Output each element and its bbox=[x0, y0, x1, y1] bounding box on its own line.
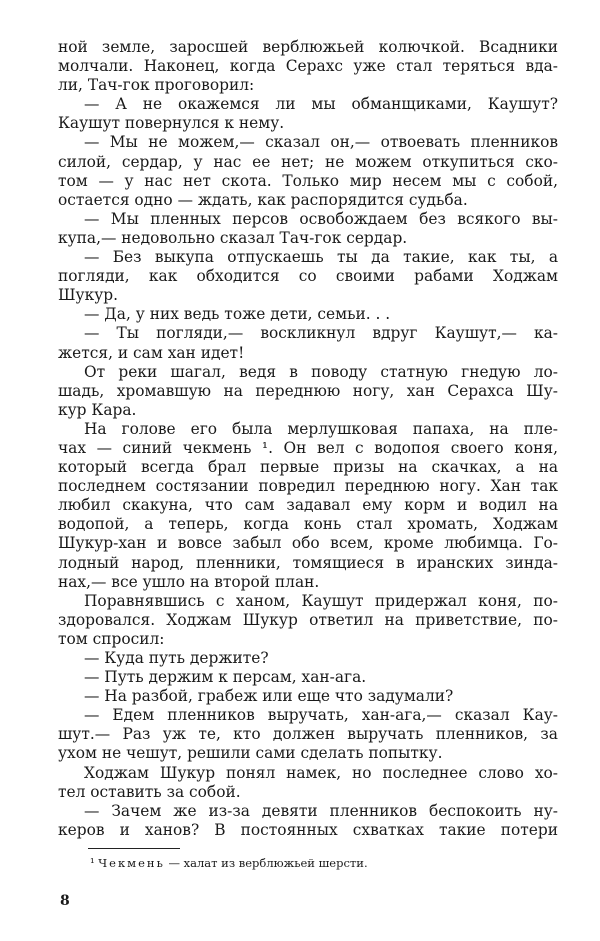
text-line: чах — синий чекмень ¹. Он вел с водопоя своего коня, bbox=[58, 438, 558, 457]
text-line: — Да, у них ведь тоже дети, семьи. . . bbox=[84, 305, 391, 324]
text-line: На голове его была мерлушковая папаха, на пле- bbox=[84, 419, 558, 438]
text-line: керов и ханов? В постоянных схватках такие потери bbox=[58, 820, 558, 839]
text-line: ной земле, заросшей верблюжьей колючкой. Всадники bbox=[58, 38, 558, 56]
body-text bbox=[58, 38, 558, 840]
footnote-divider bbox=[88, 848, 180, 849]
text-line: Шукур. bbox=[58, 286, 119, 305]
text-line: купа,— недовольно сказал Тач-гок сердар. bbox=[58, 228, 408, 247]
text-line: лодный народ, пленники, томящиеся в иранских зинда- bbox=[58, 553, 558, 572]
text-line: — Мы не можем,— сказал он,— отвоевать пленников bbox=[84, 133, 558, 152]
footnote bbox=[90, 856, 550, 870]
text-line: тел оставить за собой. bbox=[58, 782, 241, 801]
text-line: Шукур-хан и вовсе забыл обо всем, кроме любимца. Го- bbox=[58, 534, 558, 553]
text-line: — Ты погляди,— воскликнул вдруг Каушут,— ка- bbox=[84, 324, 558, 343]
text-line: — Куда путь держите? bbox=[84, 649, 269, 667]
text-line: — Без выкупа отпускаешь ты да такие, как ты, а bbox=[84, 248, 558, 267]
text-line: — Едем пленников выручать, хан-ага,— сказал Кау- bbox=[84, 706, 558, 725]
text-line: — А не окажемся ли мы обманщиками, Каушут? bbox=[84, 95, 558, 114]
text-line: кур Кара. bbox=[58, 400, 137, 419]
text-line: — Путь держим к персам, хан-ага. bbox=[84, 668, 367, 687]
text-line: водопой, а теперь, когда конь стал хромать, Ходжам bbox=[58, 515, 558, 534]
text-line: Каушут повернулся к нему. bbox=[58, 114, 285, 133]
text-line: нах,— все ушло на второй план. bbox=[58, 572, 320, 591]
text-line: — На разбой, грабеж или еще что задумали? bbox=[84, 687, 454, 706]
page-number: 8 bbox=[60, 893, 70, 909]
text-line: Поравнявшись с ханом, Каушут придержал коня, по- bbox=[84, 591, 558, 610]
text-line: молчали. Наконец, когда Серахс уже стал теряться вда- bbox=[58, 57, 558, 76]
text-line: силой, сердар, у нас ее нет; не можем откупиться ско- bbox=[58, 152, 558, 171]
text-line: том — у нас нет скота. Только мир несем мы с собой, bbox=[58, 171, 558, 190]
text-line: ли, Тач-гок проговорил: bbox=[58, 76, 255, 95]
text-line: любил скакуна, что сам задавал ему корм и водил на bbox=[58, 496, 558, 515]
text-line: остается одно — ждать, как распорядится судьба. bbox=[58, 190, 468, 209]
text-line: ухом не чешут, решили сами сделать попытку. bbox=[58, 744, 443, 763]
text-line: последнем состязании повредил переднюю ногу. Хан так bbox=[58, 477, 558, 496]
text-line: погляди, как обходится со своими рабами Ходжам bbox=[58, 267, 558, 286]
footnote-term: Чекмень bbox=[98, 856, 165, 870]
text-line: шут.— Раз уж те, кто должен выручать пленников, за bbox=[58, 725, 558, 744]
text-line: — Мы пленных персов освобождаем без всякого вы- bbox=[84, 209, 558, 228]
footnote-definition: — халат из верблюжьей шерсти. bbox=[168, 856, 368, 870]
text-line: Ходжам Шукур понял намек, но последнее слово хо- bbox=[84, 763, 558, 782]
text-line: который всегда брал первые призы на скачках, а на bbox=[58, 458, 558, 477]
text-line: жется, и сам хан идет! bbox=[58, 343, 245, 362]
text-line: От реки шагал, ведя в поводу статную гнедую ло- bbox=[84, 362, 558, 381]
text-line: том спросил: bbox=[58, 629, 165, 648]
text-line: здоровался. Ходжам Шукур ответил на приветствие, по- bbox=[58, 610, 558, 629]
footnote-mark: ¹ bbox=[90, 856, 95, 870]
text-line: — Зачем же из-за девяти пленников беспокоить ну- bbox=[84, 801, 558, 820]
text-line: шадь, хромавшую на переднюю ногу, хан Серахса Шу- bbox=[58, 381, 558, 400]
